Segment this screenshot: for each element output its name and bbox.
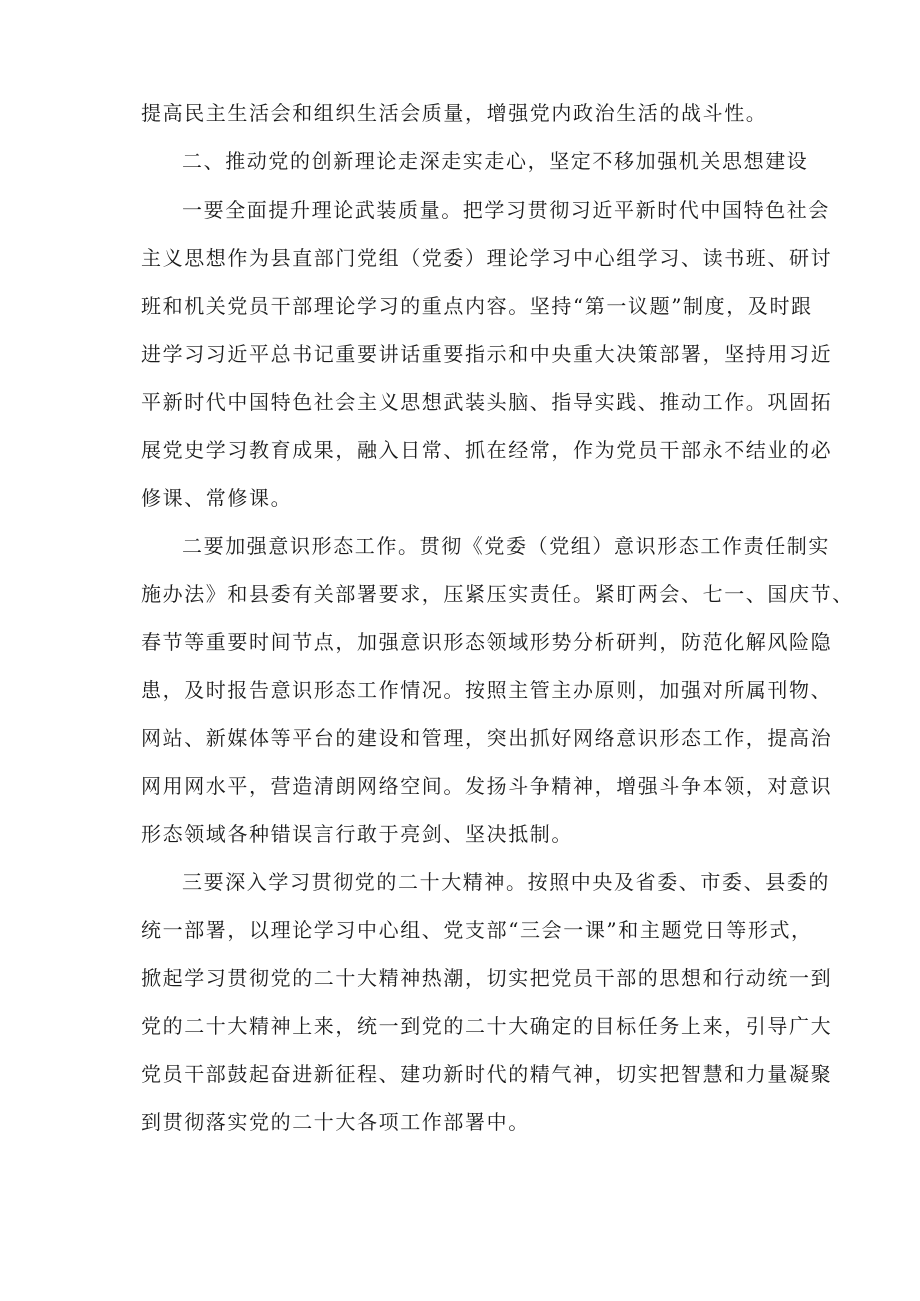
para-3-line: 到贯彻落实党的二十大各项工作部署中。 [141, 1110, 530, 1134]
para-1-line: 展党史学习教育成果，融入日常、抓在经常，作为党员干部永不结业的必 [141, 438, 833, 462]
para-3-line: 党员干部鼓起奋进新征程、建功新时代的精气神，切实把智慧和力量凝聚 [141, 1062, 833, 1086]
para-1-line: 修课、常修课。 [141, 486, 293, 510]
para-1-line: 平新时代中国特色社会主义思想武装头脑、指导实践、推动工作。巩固拓 [141, 390, 833, 414]
para-1-line: 主义思想作为县直部门党组（党委）理论学习中心组学习、读书班、研讨 [141, 246, 833, 270]
para-2-line: 网用网水平，营造清朗网络空间。发扬斗争精神，增强斗争本领，对意识 [141, 774, 833, 798]
para-1-line: 一要全面提升理论武装质量。把学习贯彻习近平新时代中国特色社会 [182, 198, 830, 222]
para-3-line: 统一部署，以理论学习中心组、党支部“三会一课”和主题党日等形式， [141, 918, 813, 942]
para-2-line: 网站、新媒体等平台的建设和管理，突出抓好网络意识形态工作，提高治 [141, 726, 833, 750]
para-2-line: 春节等重要时间节点，加强意识形态领域形势分析研判，防范化解风险隐 [141, 630, 833, 654]
para-1-line: 班和机关党员干部理论学习的重点内容。坚持“第一议题”制度，及时跟 [141, 294, 813, 318]
para-3-line: 三要深入学习贯彻党的二十大精神。按照中央及省委、市委、县委的 [182, 870, 830, 894]
para-2-line: 形态领域各种错误言行敢于亮剑、坚决抵制。 [141, 822, 573, 846]
para-2-line: 二要加强意识形态工作。贯彻《党委（党组）意识形态工作责任制实 [182, 534, 830, 558]
para-3-line: 党的二十大精神上来，统一到党的二十大确定的目标任务上来，引导广大 [141, 1014, 833, 1038]
para-2-line: 施办法》和县委有关部署要求，压紧压实责任。紧盯两会、七一、国庆节、 [141, 582, 854, 606]
para-3-line: 掀起学习贯彻党的二十大精神热潮，切实把党员干部的思想和行动统一到 [141, 966, 833, 990]
para-1-line: 进学习习近平总书记重要讲话重要指示和中央重大决策部署，坚持用习近 [141, 342, 833, 366]
section-heading: 二、推动党的创新理论走深走实走心，坚定不移加强机关思想建设 [182, 149, 809, 173]
para-2-line: 患，及时报告意识形态工作情况。按照主管主办原则，加强对所属刊物、 [141, 678, 833, 702]
intro-line: 提高民主生活会和组织生活会质量，增强党内政治生活的战斗性。 [141, 101, 768, 125]
